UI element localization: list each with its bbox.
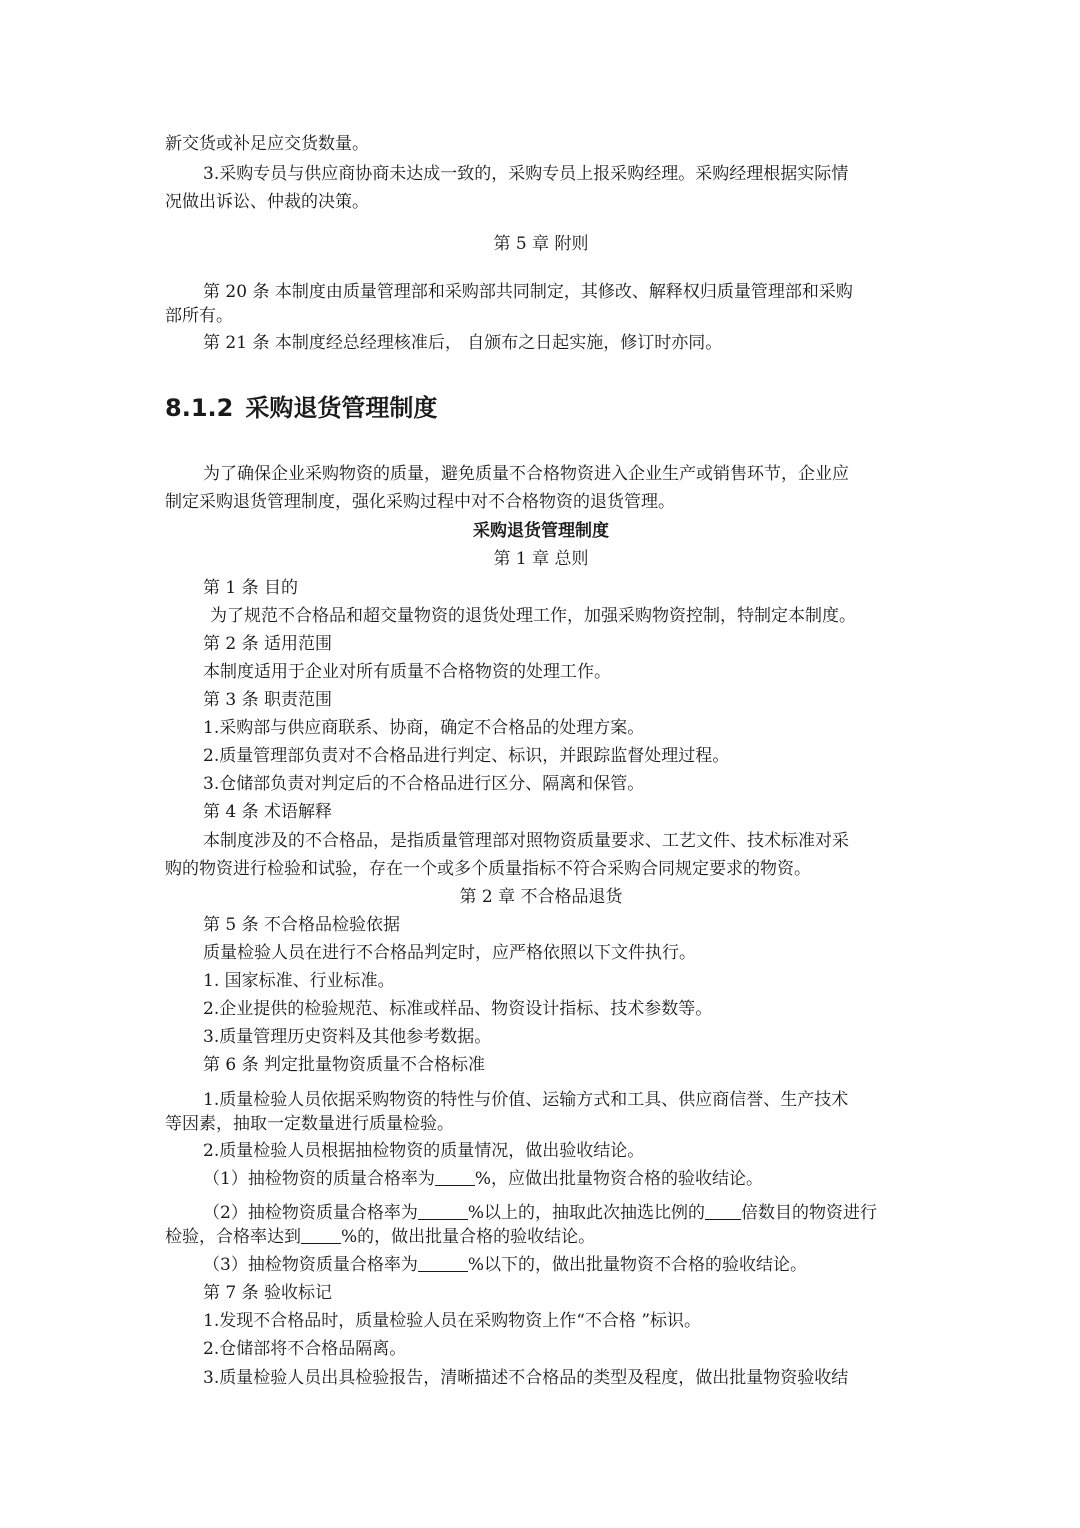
sub-item: （1）抽检物资的质量合格率为 %，应做出批量物资合格的验收结论。 <box>203 1169 763 1189</box>
article-heading: 第 1 条 目的 <box>203 578 299 598</box>
article-heading: 第 6 条 判定批量物资质量不合格标准 <box>203 1055 486 1075</box>
chapter-heading: 第 2 章 不合格品退货 <box>459 887 623 907</box>
paragraph-line: 本制度适用于企业对所有质量不合格物资的处理工作。 <box>203 662 611 682</box>
list-item: 1.质量检验人员依据采购物资的特性与价值、运输方式和工具、供应商信誉、生产技术 <box>203 1090 849 1110</box>
fill-in-blank[interactable] <box>705 1203 741 1220</box>
article-heading: 第 5 条 不合格品检验依据 <box>203 915 401 935</box>
list-item: 3.质量管理历史资料及其他参考数据。 <box>203 1027 492 1047</box>
fill-in-blank[interactable] <box>418 1203 468 1220</box>
paragraph-line: 质量检验人员在进行不合格品判定时，应严格依照以下文件执行。 <box>203 943 696 963</box>
paragraph-line: 为了确保企业采购物资的质量，避免质量不合格物资进入企业生产或销售环节，企业应 <box>203 464 849 484</box>
list-item: 2.质量管理部负责对不合格品进行判定、标识，并跟踪监督处理过程。 <box>203 746 730 766</box>
article-line: 第 20 条 本制度由质量管理部和采购部共同制定，其修改、解释权归质量管理部和采购 <box>203 282 853 302</box>
list-item: 2.仓储部将不合格品隔离。 <box>203 1339 407 1359</box>
fill-in-blank[interactable] <box>435 1169 475 1186</box>
chapter-heading: 第 5 章 附则 <box>493 234 589 254</box>
paragraph-line: 部所有。 <box>165 306 233 326</box>
article-heading: 第 7 条 验收标记 <box>203 1283 333 1303</box>
paragraph-line: 新交货或补足应交货数量。 <box>165 134 369 154</box>
list-item: 3.质量检验人员出具检验报告，清晰描述不合格品的类型及程度，做出批量物资验收结 <box>203 1368 849 1388</box>
section-title: 采购退货管理制度 <box>245 394 438 422</box>
paragraph-line: 况做出诉讼、仲裁的决策。 <box>165 192 369 212</box>
fill-in-blank[interactable] <box>418 1255 468 1272</box>
list-item: 1.发现不合格品时，质量检验人员在采购物资上作“不合格 ”标识。 <box>203 1311 702 1331</box>
article-heading: 第 2 条 适用范围 <box>203 634 333 654</box>
list-item: 2.质量检验人员根据抽检物资的质量情况，做出验收结论。 <box>203 1141 645 1161</box>
paragraph-line: 制定采购退货管理制度，强化采购过程中对不合格物资的退货管理。 <box>165 492 675 512</box>
section-heading <box>165 390 917 426</box>
sub-item: （2）抽检物资质量合格率为 %以上的，抽取此次抽选比例的 倍数目的物资进行 <box>203 1203 877 1223</box>
article-heading: 第 4 条 术语解释 <box>203 802 333 822</box>
section-number: 8.1.2 <box>165 394 234 422</box>
paragraph-line: 本制度涉及的不合格品，是指质量管理部对照物资质量要求、工艺文件、技术标准对采 <box>203 831 849 851</box>
fill-in-blank[interactable] <box>301 1227 341 1244</box>
article-heading: 第 3 条 职责范围 <box>203 690 333 710</box>
paragraph-line: 为了规范不合格品和超交量物资的退货处理工作，加强采购物资控制，特制定本制度。 <box>210 606 856 626</box>
list-item: 2.企业提供的检验规范、标准或样品、物资设计指标、技术参数等。 <box>203 999 713 1019</box>
list-item: 1. 国家标准、行业标准。 <box>203 971 395 991</box>
list-item: 3.仓储部负责对判定后的不合格品进行区分、隔离和保管。 <box>203 774 645 794</box>
paragraph-line: 等因素，抽取一定数量进行质量检验。 <box>165 1114 454 1134</box>
paragraph-line: 购的物资进行检验和试验，存在一个或多个质量指标不符合采购合同规定要求的物资。 <box>165 859 811 879</box>
chapter-heading: 第 1 章 总则 <box>493 549 589 569</box>
paragraph-line: 3.采购专员与供应商协商未达成一致的，采购专员上报采购经理。采购经理根据实际情 <box>203 164 849 184</box>
list-item: 1.采购部与供应商联系、协商，确定不合格品的处理方案。 <box>203 718 645 738</box>
document-title: 采购退货管理制度 <box>473 521 609 541</box>
article-line: 第 21 条 本制度经总经理核准后， 自颁布之日起实施，修订时亦同。 <box>203 333 723 353</box>
sub-item: 检验，合格率达到 %的，做出批量合格的验收结论。 <box>165 1227 596 1247</box>
sub-item: （3）抽检物资质量合格率为 %以下的，做出批量物资不合格的验收结论。 <box>203 1255 807 1275</box>
